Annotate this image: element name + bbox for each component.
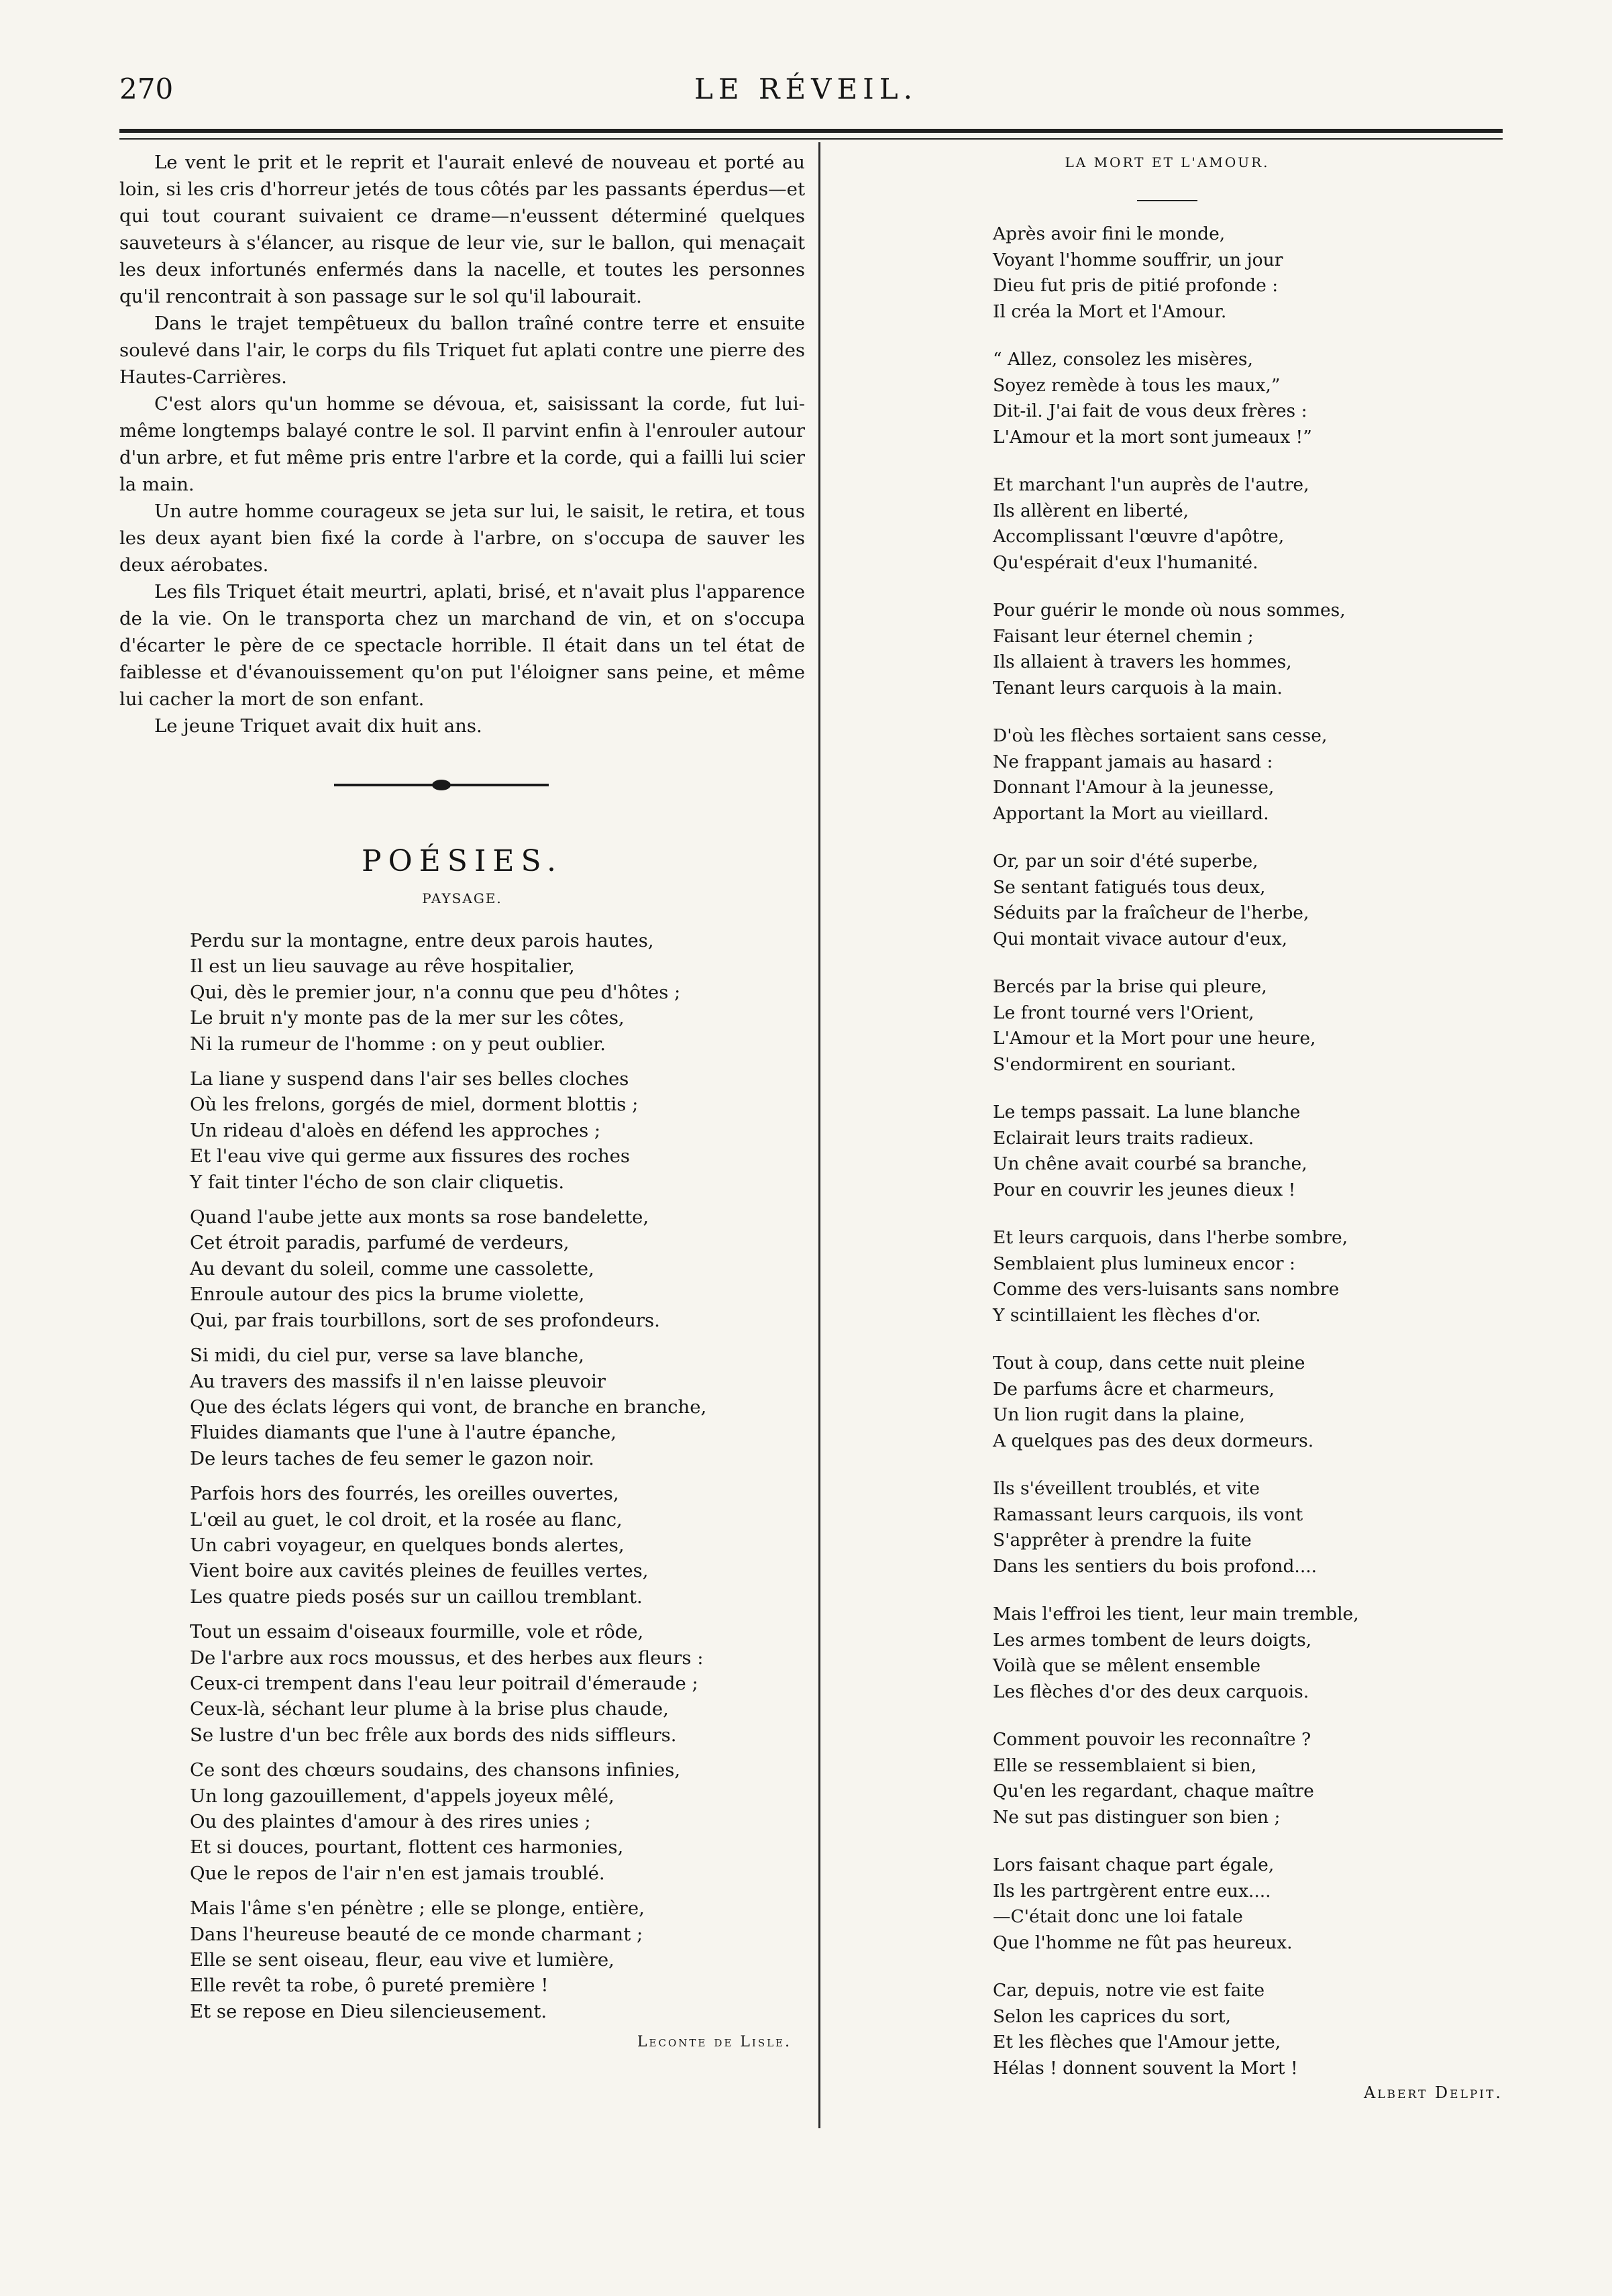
poem-line: —C'était donc une loi fatale xyxy=(993,1906,1243,1927)
title-rule xyxy=(1137,200,1197,201)
poem-line: Et leurs carquois, dans l'herbe sombre, xyxy=(993,1227,1348,1248)
poem-line: Ou des plaintes d'amour à des rires unies ; xyxy=(190,1811,591,1832)
poem-stanza xyxy=(993,1351,1503,1454)
poem-line: Se sentant fatigués tous deux, xyxy=(993,876,1266,898)
poem-line: Et l'eau vive qui germe aux fissures des roches xyxy=(190,1145,631,1167)
poem-stanza xyxy=(190,928,805,1057)
left-column xyxy=(119,149,805,2050)
poem-stanza xyxy=(190,1343,805,1471)
poem-title: PAYSAGE. xyxy=(422,890,502,906)
article-paragraph: Le vent le prit et le reprit et l'aurait enlevé de nouveau et porté au loin, si les cris d'horreur jetés de tous côtés par les passants éperdus—et qui tout courant suivaient ce drame—n'eussent déterminé quelques sauveteurs à s'élancer, au risque de leur vie, sur le ballon, qui menaçait les deux infortunés enfermés dans la nacelle, et toutes les personnes qu'il rencontrait à son passage sur le sol qu'il labourait. xyxy=(119,152,805,307)
poem-line: Au travers des massifs il n'en laisse pleuvoir xyxy=(190,1370,606,1392)
poem-line: Elle se ressemblaient si bien, xyxy=(993,1755,1257,1776)
poem-stanza xyxy=(993,221,1503,325)
poem-stanza xyxy=(993,598,1503,701)
ornament-knot xyxy=(432,780,451,790)
poem-line: Lors faisant chaque part égale, xyxy=(993,1855,1275,1875)
poem-line: Ce sont des chœurs soudains, des chansons infinies, xyxy=(190,1759,681,1781)
poem-line: Un rideau d'aloès en défend les approches ; xyxy=(190,1119,601,1141)
poem-line: Mais l'âme s'en pénètre ; elle se plonge, entière, xyxy=(190,1897,645,1920)
poem-line: Vient boire aux cavités pleines de feuilles vertes, xyxy=(190,1560,649,1582)
poem-line: Le bruit n'y monte pas de la mer sur les côtes, xyxy=(190,1007,625,1029)
article-paragraph: Un autre homme courageux se jeta sur lui, le saisit, le retira, et tous les deux ayant bien fixé la corde à l'arbre, on s'occupa de sauver les deux aérobates. xyxy=(119,501,805,576)
poem-line: Ils s'éveillent troublés, et vite xyxy=(993,1478,1260,1499)
poem-la-mort-et-l-amour xyxy=(993,221,1503,2081)
article-paragraph: Le jeune Triquet avait dix huit ans. xyxy=(154,715,482,737)
poem-line: Que l'homme ne fût pas heureux. xyxy=(993,1932,1293,1953)
poem-line: Selon les caprices du sort, xyxy=(993,2005,1231,2027)
poem-author: Leconte de Lisle. xyxy=(637,2034,792,2051)
poem-line: Voilà que se mêlent ensemble xyxy=(993,1655,1261,1676)
poem-line: Le front tourné vers l'Orient, xyxy=(993,1002,1254,1023)
poem-line: S'apprêter à prendre la fuite xyxy=(993,1530,1252,1551)
poem-paysage xyxy=(190,928,805,2024)
poem-line: Soyez remède à tous les maux,” xyxy=(993,374,1281,396)
poem-line: La liane y suspend dans l'air ses belles cloches xyxy=(190,1068,629,1090)
poem-line: Si midi, du ciel pur, verse sa lave blanche, xyxy=(190,1345,584,1367)
poem-line: Un lion rugit dans la plaine, xyxy=(993,1404,1245,1425)
poem-stanza xyxy=(993,472,1503,576)
poem-line: Car, depuis, notre vie est faite xyxy=(993,1980,1265,2001)
poem-line: Tout à coup, dans cette nuit pleine xyxy=(993,1353,1305,1373)
poem-line: Tout un essaim d'oiseaux fourmille, vole et rôde, xyxy=(190,1621,644,1643)
poem-line: Or, par un soir d'été superbe, xyxy=(993,851,1258,872)
poem-line: Mais l'effroi les tient, leur main tremble, xyxy=(993,1604,1359,1624)
poem-line: Qui montait vivace autour d'eux, xyxy=(993,928,1287,949)
poem-line: Cet étroit paradis, parfumé de verdeurs, xyxy=(190,1232,570,1254)
poem-line: Ni la rumeur de l'homme : on y peut oublier. xyxy=(190,1033,606,1055)
page-number: 270 xyxy=(119,72,174,105)
poem-stanza xyxy=(993,974,1503,1078)
poem-line: De l'arbre aux rocs moussus, et des herbes aux fleurs : xyxy=(190,1647,704,1669)
poem-line: Qui, dès le premier jour, n'a connu que peu d'hôtes ; xyxy=(190,981,681,1003)
poem-line: Et les flèches que l'Amour jette, xyxy=(993,2032,1281,2052)
poem-line: Faisant leur éternel chemin ; xyxy=(993,625,1254,647)
poem-line: “ Allez, consolez les misères, xyxy=(993,349,1253,370)
poem-line: Qui, par frais tourbillons, sort de ses profondeurs. xyxy=(190,1309,660,1331)
header-rule-thin xyxy=(119,138,1503,140)
poem-line: Il est un lieu sauvage au rêve hospitalier, xyxy=(190,955,575,978)
poem-line: Hélas ! donnent souvent la Mort ! xyxy=(993,2057,1298,2079)
poem-line: Dans les sentiers du bois profond.... xyxy=(993,1555,1318,1577)
poem-stanza xyxy=(190,1066,805,1195)
poem-line: Perdu sur la montagne, entre deux parois hautes, xyxy=(190,930,654,951)
poem-line: De leurs taches de feu semer le gazon noir. xyxy=(190,1447,594,1469)
poem-line: Apportant la Mort au vieillard. xyxy=(993,802,1269,824)
poem-line: Un long gazouillement, d'appels joyeux mêlé, xyxy=(190,1785,614,1807)
poem-stanza xyxy=(993,723,1503,827)
poem-line: Eclairait leurs traits radieux. xyxy=(993,1127,1254,1149)
poem-line: Parfois hors des fourrés, les oreilles ouvertes, xyxy=(190,1483,619,1505)
poem-line: Tenant leurs carquois à la main. xyxy=(993,677,1283,698)
poem-line: Le temps passait. La lune blanche xyxy=(993,1102,1301,1123)
poem-line: S'endormirent en souriant. xyxy=(993,1053,1236,1075)
poem-line: L'Amour et la mort sont jumeaux !” xyxy=(993,426,1312,448)
poem-line: Ils allaient à travers les hommes, xyxy=(993,651,1292,672)
journal-title: LE RÉVEIL. xyxy=(694,72,918,105)
poem-line: Fluides diamants que l'une à l'autre épanche, xyxy=(190,1422,617,1444)
poem-stanza xyxy=(993,1476,1503,1579)
poem-line: Se lustre d'un bec frêle aux bords des nids siffleurs. xyxy=(190,1724,677,1746)
poem-stanza xyxy=(993,1225,1503,1328)
poem-line: Les armes tombent de leurs doigts, xyxy=(993,1629,1312,1651)
column-divider xyxy=(818,142,820,2128)
poem-line: Et marchant l'un auprès de l'autre, xyxy=(993,474,1309,495)
poem-line: Y scintillaient les flèches d'or. xyxy=(993,1304,1261,1326)
poem-stanza xyxy=(993,1727,1503,1830)
poem-line: Un cabri voyageur, en quelques bonds alertes, xyxy=(190,1534,625,1556)
poem-line: Ils les partrgèrent entre eux.... xyxy=(993,1880,1271,1901)
poem-line: Accomplissant l'œuvre d'apôtre, xyxy=(993,526,1285,547)
poem-line: Les flèches d'or des deux carquois. xyxy=(993,1681,1309,1702)
poem-stanza xyxy=(190,1204,805,1333)
poem-title: LA MORT ET L'AMOUR. xyxy=(1065,154,1270,170)
poem-line: Séduits par la fraîcheur de l'herbe, xyxy=(993,902,1309,923)
poem-line: Y fait tinter l'écho de son clair cliquetis. xyxy=(190,1171,565,1193)
poem-line: Au devant du soleil, comme une cassolette, xyxy=(190,1257,594,1280)
poem-line: D'où les flèches sortaient sans cesse, xyxy=(993,725,1328,746)
poem-line: A quelques pas des deux dormeurs. xyxy=(993,1430,1314,1451)
poem-line: Ils allèrent en liberté, xyxy=(993,500,1189,521)
poem-stanza xyxy=(993,1853,1503,1956)
poem-line: Et si douces, pourtant, flottent ces harmonies, xyxy=(190,1836,624,1859)
poem-stanza xyxy=(993,1978,1503,2081)
poem-line: Elle revêt ta robe, ô pureté première ! xyxy=(190,1975,549,1997)
poem-line: Voyant l'homme souffrir, un jour xyxy=(993,249,1283,270)
poem-line: Comment pouvoir les reconnaître ? xyxy=(993,1729,1311,1750)
poem-line: Où les frelons, gorgés de miel, dorment blottis ; xyxy=(190,1094,639,1116)
poem-line: Donnant l'Amour à la jeunesse, xyxy=(993,777,1275,798)
poem-line: L'Amour et la Mort pour une heure, xyxy=(993,1028,1316,1049)
poem-stanza xyxy=(190,1481,805,1610)
poem-line: Que des éclats légers qui vont, de branche en branche, xyxy=(190,1396,707,1418)
poem-stanza xyxy=(190,1895,805,2024)
poem-line: Quand l'aube jette aux monts sa rose bandelette, xyxy=(190,1206,649,1229)
poem-line: L'œil au guet, le col droit, et la rosée au flanc, xyxy=(190,1508,623,1530)
article-paragraph: C'est alors qu'un homme se dévoua, et, saisissant la corde, fut lui-même longtemps balayé contre le sol. Il parvint enfin à l'enrouler autour d'un arbre, et fut même pris entre l'arbre et la corde, qui a failli lui scier la main. xyxy=(119,393,805,495)
poem-stanza xyxy=(993,347,1503,450)
poem-line: Ne frappant jamais au hasard : xyxy=(993,751,1273,772)
right-column xyxy=(832,149,1503,2102)
poem-author: Albert Delpit. xyxy=(1363,2083,1503,2102)
poem-line: Elle se sent oiseau, fleur, eau vive et lumière, xyxy=(190,1949,614,1971)
poem-line: Ramassant leurs carquois, ils vont xyxy=(993,1504,1303,1525)
poem-line: Pour guérir le monde où nous sommes, xyxy=(993,600,1346,621)
poem-stanza xyxy=(993,849,1503,952)
poem-line: Dieu fut pris de pitié profonde : xyxy=(993,275,1279,296)
poem-line: Dit-il. J'ai fait de vous deux frères : xyxy=(993,401,1307,421)
article-paragraph: Les fils Triquet était meurtri, aplati, brisé, et n'avait plus l'apparence de la vie. On le transporta chez un marchand de vin, et on s'occupa d'écarter le père de ce spectacle horrible. Il était dans un tel état de faiblesse et d'évanouissement qu'on put l'éloigner sans peine, et même lui cacher la mort de son enfant. xyxy=(119,581,805,710)
poem-stanza xyxy=(190,1619,805,1748)
poem-line: Et se repose en Dieu silencieusement. xyxy=(190,2000,547,2022)
poem-line: Semblaient plus lumineux encor : xyxy=(993,1253,1295,1274)
poem-line: Qu'en les regardant, chaque maître xyxy=(993,1781,1314,1802)
poem-line: Les quatre pieds posés sur un caillou tremblant. xyxy=(190,1585,643,1608)
poem-line: De parfums âcre et charmeurs, xyxy=(993,1378,1275,1400)
poem-line: Dans l'heureuse beauté de ce monde charmant ; xyxy=(190,1923,643,1945)
poem-line: Il créa la Mort et l'Amour. xyxy=(993,301,1227,322)
section-title: POÉSIES. xyxy=(362,844,563,878)
poem-stanza xyxy=(993,1100,1503,1203)
poem-stanza xyxy=(993,1602,1503,1705)
poem-stanza xyxy=(190,1757,805,1886)
poem-line: Ne sut pas distinguer son bien ; xyxy=(993,1806,1281,1828)
poem-line: Un chêne avait courbé sa branche, xyxy=(993,1153,1307,1174)
header-rule-thick xyxy=(119,129,1503,133)
poem-line: Enroule autour des pics la brume violette, xyxy=(190,1284,585,1306)
poem-line: Ceux-ci trempent dans l'eau leur poitrail d'émeraude ; xyxy=(190,1672,698,1694)
poem-line: Que le repos de l'air n'en est jamais troublé. xyxy=(190,1862,605,1884)
poem-line: Comme des vers-luisants sans nombre xyxy=(993,1279,1340,1300)
ornament-divider xyxy=(119,772,805,798)
poem-line: Pour en couvrir les jeunes dieux ! xyxy=(993,1179,1296,1200)
poem-line: Qu'espérait d'eux l'humanité. xyxy=(993,552,1258,573)
article-paragraph: Dans le trajet tempêtueux du ballon traîné contre terre et ensuite soulevé dans l'air, le corps du fils Triquet fut aplati contre une pierre des Hautes-Carrières. xyxy=(119,313,805,388)
poem-line: Après avoir fini le monde, xyxy=(993,223,1226,244)
article-text xyxy=(119,149,805,739)
poem-line: Bercés par la brise qui pleure, xyxy=(993,976,1267,997)
poem-line: Ceux-là, séchant leur plume à la brise plus chaude, xyxy=(190,1698,669,1720)
